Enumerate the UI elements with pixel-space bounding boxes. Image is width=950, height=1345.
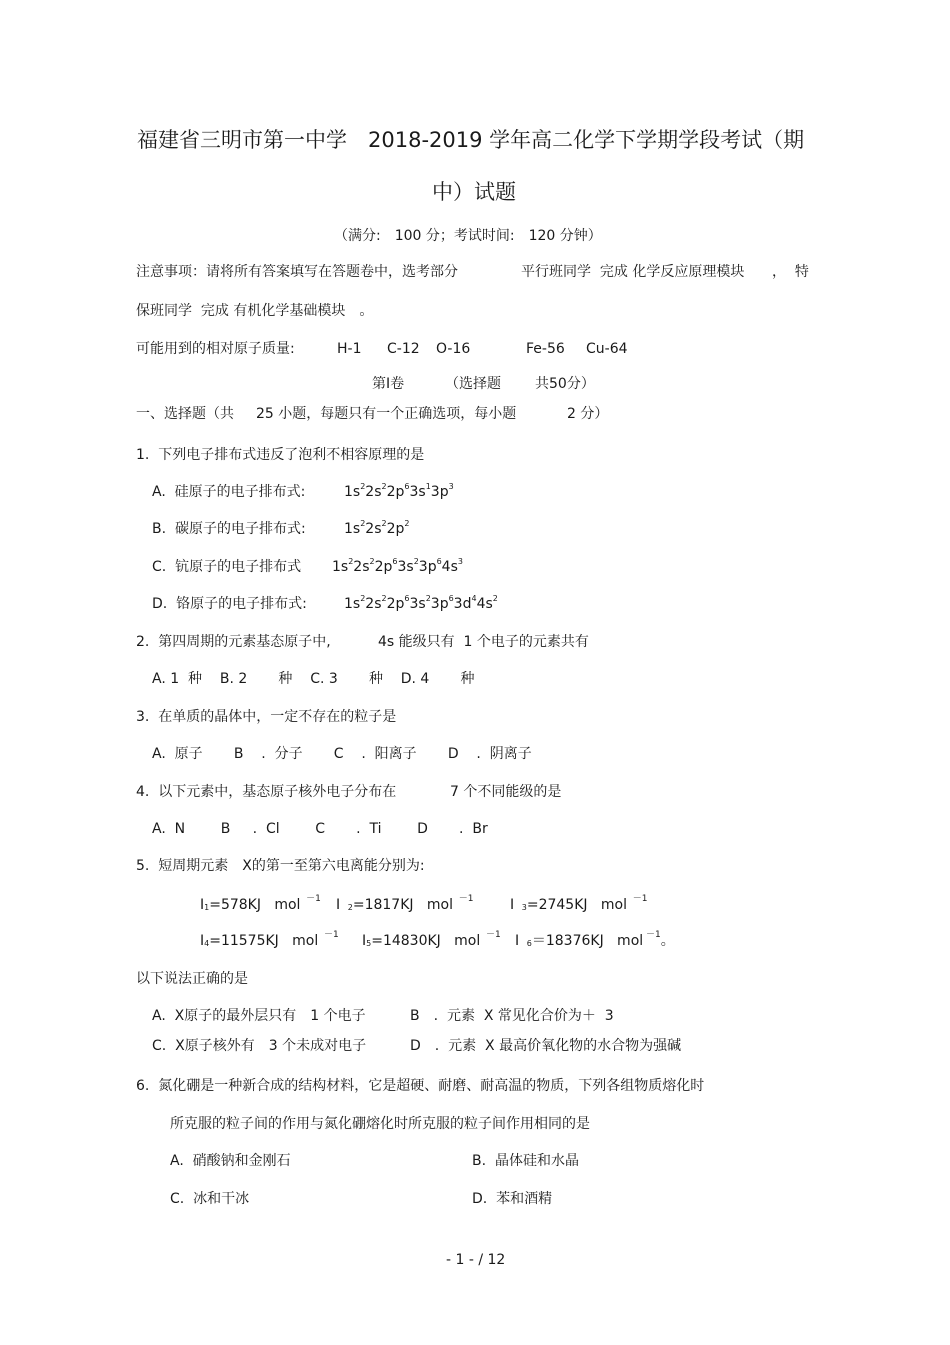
q1-option-d-label: D. 铬原子的电子排布式: — [152, 596, 307, 612]
atomic-mass-h: H-1 — [337, 341, 362, 357]
q5-ionization-5: $I_5=14830KJ$ mol $^{-1}$ — [362, 930, 501, 949]
q5-option-a: A. X原子的最外层只有 1 个电子 — [152, 1008, 366, 1024]
q6-option-b: B. 晶体硅和水晶 — [472, 1153, 579, 1169]
title-line-1: 福建省三明市第一中学 2018-2019 学年高二化学下学期学段考试（期 — [137, 128, 805, 152]
page-number: - 1 - / 12 — [446, 1252, 506, 1268]
q3-stem: 3. 在单质的晶体中，一定不存在的粒子是 — [136, 709, 397, 725]
notice-line-2: 保班同学 完成 有机化学基础模块 。 — [136, 303, 374, 319]
q5-ionization-2: I $_2$=1817KJ mol $^{-1}$ — [336, 894, 474, 913]
q6-option-a: A. 硝酸钠和金刚石 — [170, 1153, 291, 1169]
q6-option-c: C. 冰和干冰 — [170, 1191, 250, 1207]
q5-i1-value: =578KJ mol — [209, 897, 301, 913]
q1-option-b-formula: $1s^22s^22p^2$ — [344, 519, 410, 537]
section-heading-c: 2 分） — [567, 406, 609, 422]
q5-ionization-3: I $_3$=2745KJ mol $^{-1}$ — [510, 894, 648, 913]
q5-i5-value: =14830KJ mol — [371, 933, 481, 949]
q5-ionization-1: $I_1=578KJ$ mol $^{-1}$ — [200, 894, 321, 913]
atomic-mass-o: O-16 — [436, 341, 471, 357]
q5-i3-value: =2745KJ mol — [526, 897, 627, 913]
q1-option-a-formula: $1s^22s^22p^63s^13p^3$ — [344, 482, 454, 500]
notice-line-1a: 注意事项：请将所有答案填写在答题卷中，选考部分 — [136, 264, 458, 280]
q5-i6-value: ＝18376KJ mol — [531, 933, 644, 949]
q5-option-d: D . 元素 X 最高价氧化物的水合物为强碱 — [410, 1038, 682, 1054]
q1-option-c-formula: $1s^22s^22p^63s^23p^64s^3$ — [332, 557, 463, 575]
exam-info: （满分: 100 分；考试时间: 120 分钟） — [334, 228, 602, 244]
section-title-b: （选择题 — [445, 376, 501, 392]
q1-option-b-label: B. 碳原子的电子排布式: — [152, 521, 306, 537]
q2-stem-b: 4s 能级只有 1 个电子的元素共有 — [378, 634, 589, 650]
section-heading-b: 25 小题，每题只有一个正确选项，每小题 — [256, 406, 517, 422]
q5-ionization-6: I $_6$＝18376KJ mol $^{-1}$。 — [515, 930, 675, 949]
q5-followup: 以下说法正确的是 — [136, 971, 248, 987]
q4-stem-b: 7 个不同能级的是 — [450, 784, 562, 800]
q1-option-a-label: A. 硅原子的电子排布式: — [152, 484, 306, 500]
q4-stem-a: 4. 以下元素中，基态原子核外电子分布在 — [136, 784, 397, 800]
notice-line-1c: ， 特 — [772, 264, 809, 280]
atomic-mass-cu: Cu-64 — [586, 341, 628, 357]
q5-stem: 5. 短周期元素 X的第一至第六电离能分别为: — [136, 858, 425, 874]
q6-stem-line-2: 所克服的粒子间的作用与氮化硼熔化时所克服的粒子间作用相同的是 — [170, 1116, 590, 1132]
atomic-mass-fe: Fe-56 — [526, 341, 565, 357]
notice-line-1b: 平行班同学 完成 化学反应原理模块 — [521, 264, 745, 280]
atomic-mass-c: C-12 — [387, 341, 420, 357]
section-heading-a: 一、选择题（共 — [136, 406, 234, 422]
q5-i4-value: =11575KJ mol — [209, 933, 319, 949]
q5-option-b: B . 元素 X 常见化合价为＋ 3 — [410, 1008, 614, 1024]
section-title-a: 第Ⅰ卷 — [372, 376, 405, 392]
atomic-mass-label: 可能用到的相对原子质量: — [136, 341, 295, 357]
q6-option-d: D. 苯和酒精 — [472, 1191, 553, 1207]
section-title-c: 共50分） — [535, 376, 595, 392]
q1-option-d-formula: $1s^22s^22p^63s^23p^63d^44s^2$ — [344, 594, 498, 612]
q5-ionization-4: $I_4=11575KJ$ mol $^{-1}$ — [200, 930, 339, 949]
q5-option-c: C. X原子核外有 3 个未成对电子 — [152, 1038, 367, 1054]
q5-i2-value: =1817KJ mol — [352, 897, 453, 913]
q1-stem: 1. 下列电子排布式违反了泡利不相容原理的是 — [136, 447, 425, 463]
q1-option-c-label: C. 钪原子的电子排布式 — [152, 559, 302, 575]
q3-options: A. 原子 B . 分子 C . 阳离子 D . 阴离子 — [152, 746, 532, 762]
title-line-2: 中）试题 — [432, 180, 516, 204]
q2-options: A. 1 种 B. 2 种 C. 3 种 D. 4 种 — [152, 671, 475, 687]
q6-stem-line-1: 6. 氮化硼是一种新合成的结构材料，它是超硬、耐磨、耐高温的物质，下列各组物质熔化时 — [136, 1078, 705, 1094]
q4-options: A. N B . Cl C . Ti D . Br — [152, 821, 488, 837]
q2-stem-a: 2. 第四周期的元素基态原子中, — [136, 634, 331, 650]
